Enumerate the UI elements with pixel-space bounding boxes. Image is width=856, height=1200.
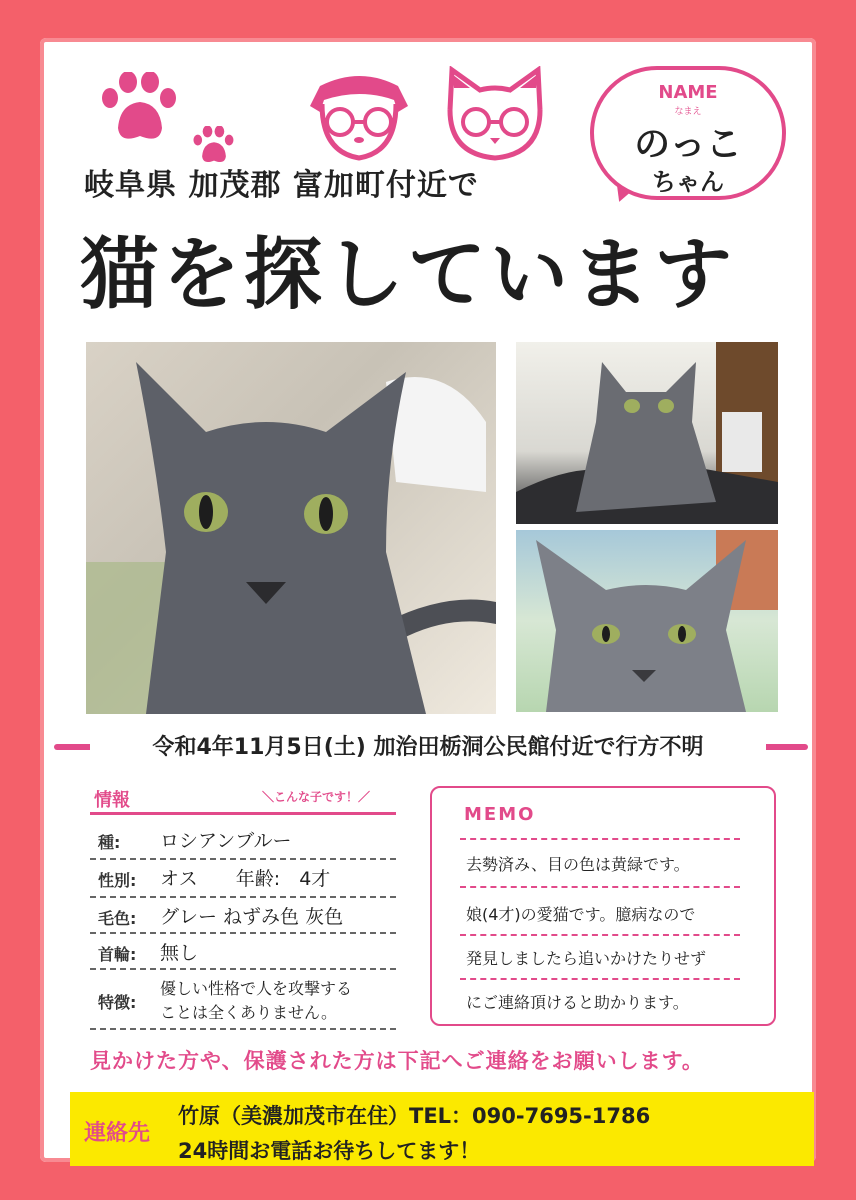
cat-photo-main	[86, 342, 496, 714]
info-label: 性別:	[98, 871, 137, 890]
info-row-color	[90, 896, 396, 934]
memo-divider	[460, 978, 740, 980]
info-underline	[90, 812, 396, 815]
appeal-text: 見かけた方や、保護された方は下記へご連絡をお願いします。	[90, 1049, 704, 1073]
info-value: グレー ねずみ色 灰色	[160, 906, 344, 928]
info-value: オス 年齢: 4才	[160, 868, 331, 890]
memo-line: にご連絡頂けると助かります。	[466, 993, 689, 1012]
memo-title: MEMO	[464, 804, 536, 825]
info-value: 優しい性格で人を攻撃する	[160, 979, 353, 998]
info-label: 毛色:	[98, 909, 137, 928]
info-value-2: ことは全くありません。	[160, 1003, 337, 1022]
paw-icon-large	[100, 72, 180, 146]
info-row-collar	[90, 932, 396, 970]
location-text: 岐阜県 加茂郡 富加町付近で	[84, 168, 479, 203]
cat-photo-closeup	[516, 530, 778, 712]
missing-date-place: 令和4年11月5日(土) 加治田栃洞公民館付近で行方不明	[90, 728, 766, 768]
info-row-breed	[90, 818, 396, 860]
info-row-sex-age	[90, 858, 396, 898]
memo-divider	[460, 886, 740, 888]
cat-name: のっこ	[634, 124, 742, 165]
cat-with-glasses-icon	[436, 66, 554, 164]
memo-line: 娘(4才)の愛猫です。臆病なので	[466, 905, 696, 924]
memo-divider	[460, 934, 740, 936]
info-value: ロシアンブルー	[160, 830, 292, 852]
info-label: 種:	[98, 833, 121, 852]
info-subtitle: ＼こんな子です！／	[262, 790, 371, 804]
memo-divider	[460, 838, 740, 840]
name-bubble	[590, 66, 786, 200]
memo-line: 去勢済み、目の色は黄緑です。	[466, 855, 690, 874]
memo-line: 発見しましたら追いかけたりせず	[466, 949, 707, 968]
info-label: 特徴:	[98, 993, 137, 1012]
cat-photo-lying	[516, 342, 778, 524]
contact-phone: 竹原（美濃加茂市在住）TEL：090-7695-1786	[178, 1104, 651, 1128]
name-label: NAME	[658, 82, 718, 103]
page-title: 猫を探しています	[80, 230, 737, 320]
dog-with-glasses-icon	[300, 66, 418, 164]
info-value: 無し	[160, 942, 199, 964]
name-furigana: なまえ	[674, 107, 702, 117]
name-suffix: ちゃん	[652, 168, 724, 196]
info-row-traits	[90, 968, 396, 1030]
contact-availability: 24時間お電話お待ちしてます！	[178, 1139, 481, 1163]
info-title: 情報	[94, 790, 130, 811]
info-label: 首輪:	[98, 945, 137, 964]
contact-label: 連絡先	[84, 1121, 151, 1146]
